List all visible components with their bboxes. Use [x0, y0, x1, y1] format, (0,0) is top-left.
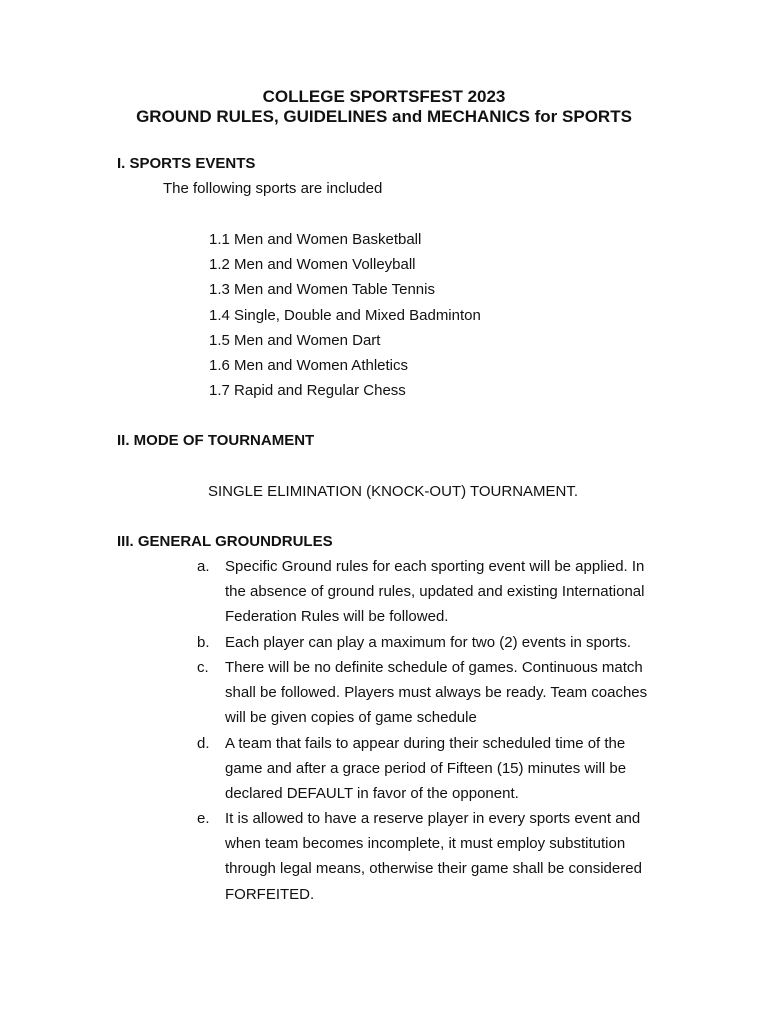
sports-list-item: 1.6 Men and Women Athletics [209, 357, 408, 374]
rule-marker: a. [197, 558, 210, 575]
rule-text: A team that fails to appear during their scheduled time of the game and after a grace period of Fifteen (15) minutes will be declared DEFAULT in favor of the opponent. [225, 735, 627, 803]
section-heading-general-groundrules: III. GENERAL GROUNDRULES [117, 533, 333, 550]
rule-text: Specific Ground rules for each sporting event will be applied. In the absence of ground rules, updated and existing International Federation Rules will be followed. [225, 558, 645, 626]
document-title: COLLEGE SPORTSFEST 2023 [262, 87, 506, 106]
section-heading-sports-events: I. SPORTS EVENTS [117, 155, 256, 172]
sports-list-item: 1.3 Men and Women Table Tennis [209, 281, 435, 298]
sports-intro-text: The following sports are included [163, 180, 383, 197]
rule-marker: e. [197, 810, 210, 827]
rule-marker: d. [197, 735, 210, 752]
rule-text: There will be no definite schedule of games. Continuous match shall be followed. Players must always be ready. Team coaches will be given copies of game schedule [225, 659, 648, 727]
sports-list-item: 1.4 Single, Double and Mixed Badminton [209, 307, 481, 324]
tournament-mode-text: SINGLE ELIMINATION (KNOCK-OUT) TOURNAMENT. [208, 483, 579, 500]
sports-list-item: 1.1 Men and Women Basketball [209, 231, 422, 248]
sports-list-item: 1.7 Rapid and Regular Chess [209, 382, 406, 399]
sports-list-item: 1.5 Men and Women Dart [209, 332, 381, 349]
section-heading-mode-of-tournament: II. MODE OF TOURNAMENT [117, 432, 315, 449]
rule-text: It is allowed to have a reserve player in every sports event and when team becomes incomplete, it must employ substitution through legal means, otherwise their game shall be considered FORFEITED. [225, 810, 642, 903]
sports-list-item: 1.2 Men and Women Volleyball [209, 256, 416, 273]
rule-marker: c. [197, 659, 209, 676]
rule-marker: b. [197, 634, 210, 651]
rule-text: Each player can play a maximum for two (2) events in sports. [225, 634, 631, 651]
document-subtitle: GROUND RULES, GUIDELINES and MECHANICS for SPORTS [136, 107, 632, 126]
